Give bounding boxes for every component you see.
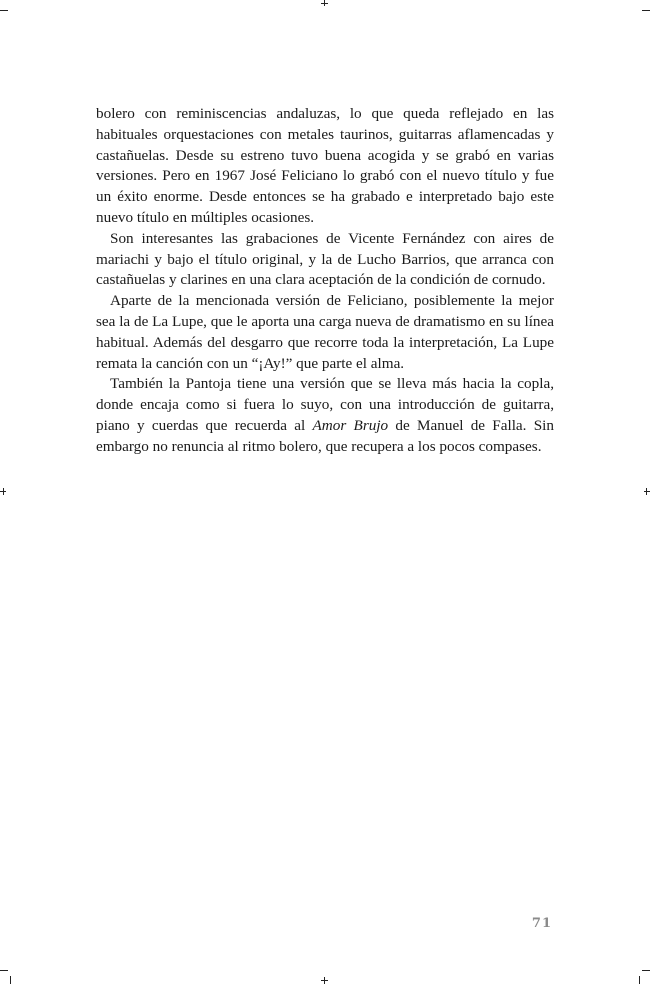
crop-mark-bottom-right-tick <box>639 976 640 984</box>
paragraph-1: bolero con reminiscencias andaluzas, lo que queda reflejado en las habituales orquestaciones con metales taurinos, guitarras aflamencadas y castañuelas. Desde su estreno tuvo buena acogida y se grabó en varias versiones. Pero en 1967 José Feliciano lo grabó con el nuevo título y fue un éxito enorme. Desde entonces se ha grabado e interpretado bajo este nuevo título en múltiples ocasiones. <box>96 105 554 226</box>
crop-mark-top-left <box>0 10 8 11</box>
work-title-italic: Amor Brujo <box>312 416 389 434</box>
crop-mark-bottom-left-tick <box>10 976 11 984</box>
crop-mark-right-middle <box>644 491 650 492</box>
crop-mark-bottom-left <box>0 970 8 971</box>
crop-mark-left-middle-tick <box>3 488 4 495</box>
crop-mark-right-middle-tick <box>646 488 647 495</box>
crop-mark-top-center-dash <box>321 3 328 4</box>
page-number: 71 <box>531 916 552 931</box>
paragraph-4 <box>96 374 554 457</box>
crop-mark-bottom-right <box>642 970 650 971</box>
crop-mark-bottom-center-dash <box>321 980 328 981</box>
body-text <box>96 104 554 458</box>
paragraph-2: Son interesantes las grabaciones de Vicente Fernández con aires de mariachi y bajo el título original, y la de Lucho Barrios, que arranca con castañuelas y clarines en una clara aceptación de la condición de cornudo. <box>96 229 554 289</box>
crop-mark-top-right <box>642 10 650 11</box>
paragraph-3: Aparte de la mencionada versión de Feliciano, posiblemente la mejor sea la de La Lupe, que le aporta una carga nueva de dramatismo en su línea habitual. Además del desgarro que recorre toda la interpretación, La Lupe remata la canción con un “¡Ay!” que parte el alma. <box>96 292 554 372</box>
paragraph-4-start: También la Pantoja tiene una versión que se lleva más hacia la copla, donde encaja como si fuera lo suyo, con una introducción de guitarra, piano y cuerdas que recuerda al <box>96 375 554 434</box>
paragraph-4-end: de Manuel de Falla. Sin embargo no renuncia al ritmo bolero, que recupera a los pocos compases. <box>96 416 554 455</box>
